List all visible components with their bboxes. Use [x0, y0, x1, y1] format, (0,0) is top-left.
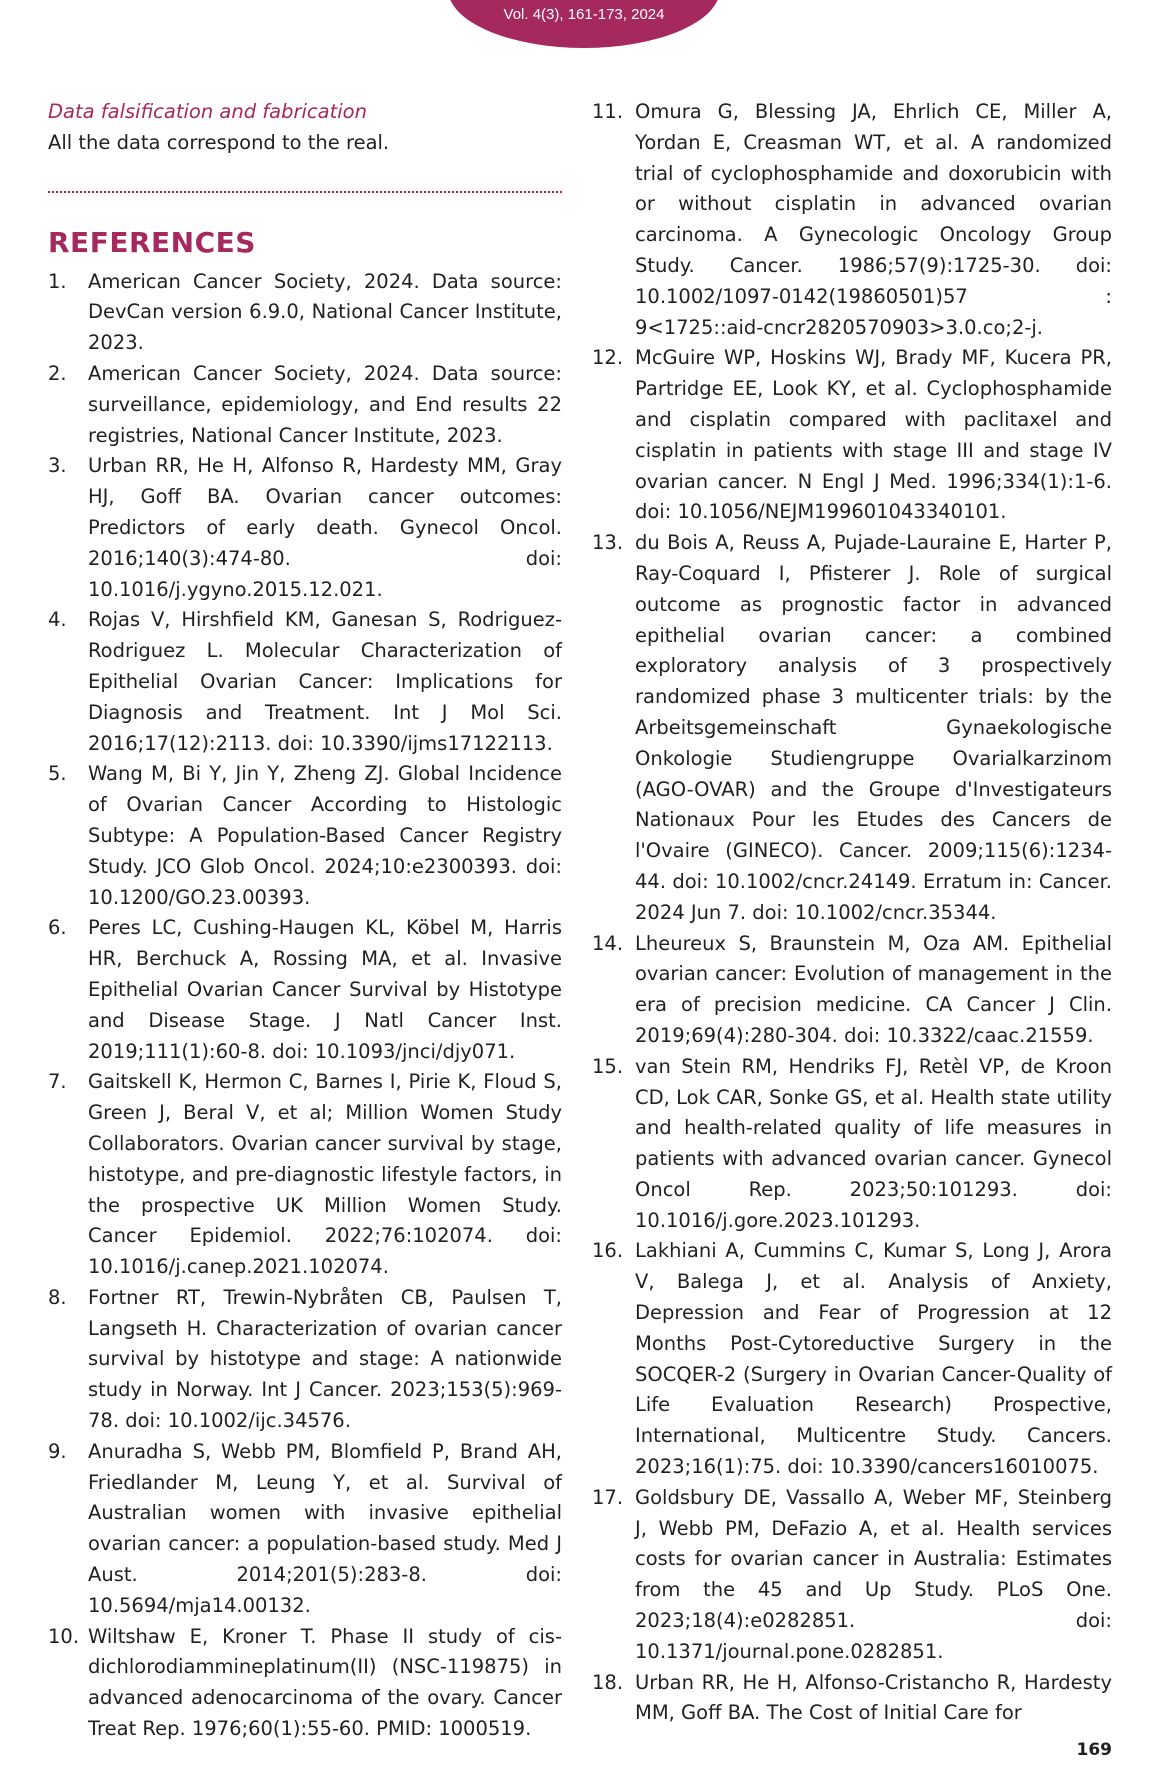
reference-text: Rojas V, Hirshfield KM, Ganesan S, Rodriguez-Rodriguez L. Molecular Characterization of Epithelial Ovarian Cancer: Implications for Diagnosis and Treatment. Int J Mol Sci. 2016;17(12):2113. doi: 10.3390/ijms17122113. [88, 608, 562, 755]
reference-number: 9. [48, 1439, 67, 1463]
reference-text: Wang M, Bi Y, Jin Y, Zheng ZJ. Global Incidence of Ovarian Cancer According to Histologic Subtype: A Population-Based Cancer Registry Study. JCO Glob Oncol. 2024;10:e2300393. doi: 10.1200/GO.23.00393. [88, 762, 562, 909]
reference-number: 10. [48, 1624, 80, 1648]
reference-text: Peres LC, Cushing-Haugen KL, Köbel M, Harris HR, Berchuck A, Rossing MA, et al. Invasive Epithelial Ovarian Cancer Survival by Histotype and Disease Stage. J Natl Cancer Inst. 2019;111(1):60-8. doi: 10.1093/jnci/djy071. [88, 916, 562, 1063]
reference-number: 12. [592, 346, 624, 370]
page-number: 169 [1076, 1740, 1112, 1760]
reference-number: 14. [592, 931, 624, 955]
reference-item [48, 267, 562, 359]
reference-number: 17. [592, 1485, 624, 1509]
reference-item [592, 1236, 1112, 1482]
reference-item [48, 1067, 562, 1283]
left-column [48, 97, 562, 1745]
reference-number: 7. [48, 1070, 67, 1094]
reference-number: 8. [48, 1285, 67, 1309]
reference-item [48, 913, 562, 1067]
reference-item [592, 1052, 1112, 1237]
reference-item [48, 359, 562, 451]
references-heading: REFERENCES [48, 225, 256, 259]
reference-item [48, 451, 562, 605]
reference-number: 5. [48, 762, 67, 786]
reference-text: Lheureux S, Braunstein M, Oza AM. Epithelial ovarian cancer: Evolution of management in the era of precision medicine. CA Cancer J Clin. 2019;69(4):280-304. doi: 10.3322/caac.21559. [635, 931, 1112, 1047]
reference-text: Fortner RT, Trewin-Nybråten CB, Paulsen T, Langseth H. Characterization of ovarian cancer survival by histotype and stage: A nationwide study in Norway. Int J Cancer. 2023;153(5):969-78. doi: 10.1002/ijc.34576. [88, 1285, 562, 1433]
dotted-divider [48, 191, 562, 193]
reference-item [48, 605, 562, 759]
reference-number: 13. [592, 531, 624, 555]
reference-item [592, 528, 1112, 928]
reference-number: 16. [592, 1239, 624, 1263]
reference-item [592, 343, 1112, 528]
reference-text: Gaitskell K, Hermon C, Barnes I, Pirie K, Floud S, Green J, Beral V, et al; Million Women Study Collaborators. Ovarian cancer survival by stage, histotype, and pre-diagnostic lifestyle factors, in the prospective UK Million Women Study. Cancer Epidemiol. 2022;76:102074. doi: 10.1016/j.canep.2021.102074. [88, 1070, 562, 1279]
reference-number: 15. [592, 1054, 624, 1078]
reference-text: McGuire WP, Hoskins WJ, Brady MF, Kucera PR, Partridge EE, Look KY, et al. Cyclophosphamide and cisplatin compared with paclitaxel and cisplatin in patients with stage III and stage IV ovarian cancer. N Engl J Med. 1996;334(1):1-6. doi: 10.1056/NEJM199601043340101. [635, 346, 1112, 524]
reference-text: Omura G, Blessing JA, Ehrlich CE, Miller A, Yordan E, Creasman WT, et al. A randomized trial of cyclophosphamide and doxorubicin with or without cisplatin in advanced ovarian carcinoma. A Gynecologic Oncology Group Study. Cancer. 1986;57(9):1725-30. doi: 10.1002/1097-0142(19860501)57 : 9<1725::aid-cncr2820570903>3.0.co;2-j. [635, 100, 1112, 339]
reference-item [48, 1622, 562, 1745]
reference-item [592, 1483, 1112, 1668]
journal-issue-label: Vol. 4(3), 161-173, 2024 [503, 6, 665, 23]
reference-item [48, 1437, 562, 1622]
reference-item [48, 759, 562, 913]
section-text: All the data correspond to the real. [48, 130, 390, 154]
reference-number: 3. [48, 454, 67, 478]
reference-item [592, 97, 1112, 343]
reference-number: 2. [48, 361, 67, 385]
reference-item [592, 929, 1112, 1052]
reference-text: American Cancer Society, 2024. Data source: DevCan version 6.9.0, National Cancer Institute, 2023. [88, 269, 562, 355]
reference-text: Urban RR, He H, Alfonso R, Hardesty MM, Gray HJ, Goff BA. Ovarian cancer outcomes: Predictors of early death. Gynecol Oncol. 2016;140(3):474-80. doi: 10.1016/j.ygyno.2015.12.021. [88, 454, 562, 601]
right-column [592, 97, 1112, 1729]
reference-item [48, 1283, 562, 1437]
reference-number: 4. [48, 608, 67, 632]
reference-list-right [592, 97, 1112, 1729]
reference-number: 11. [592, 100, 624, 123]
reference-text: Lakhiani A, Cummins C, Kumar S, Long J, Arora V, Balega J, et al. Analysis of Anxiety, Depression and Fear of Progression at 12 Months Post-Cytoreductive Surgery in the SOCQER-2 (Surgery in Ovarian Cancer-Quality of Life Evaluation Research) Prospective, International, Multicentre Study. Cancers. 2023;16(1):75. doi: 10.3390/cancers16010075. [635, 1239, 1112, 1479]
reference-text: Wiltshaw E, Kroner T. Phase II study of cis-dichlorodiammineplatinum(II) (NSC-119875) in advanced adenocarcinoma of the ovary. Cancer Treat Rep. 1976;60(1):55-60. PMID: 1000519. [88, 1624, 562, 1741]
section-title: Data falsification and fabrication [48, 100, 367, 123]
reference-number: 18. [592, 1670, 624, 1694]
reference-text: Anuradha S, Webb PM, Blomfield P, Brand AH, Friedlander M, Leung Y, et al. Survival of Australian women with invasive epithelial ovarian cancer: a population-based study. Med J Aust. 2014;201(5):283-8. doi: 10.5694/mja14.00132. [88, 1439, 562, 1617]
reference-item [592, 1668, 1112, 1730]
reference-text: Goldsbury DE, Vassallo A, Weber MF, Steinberg J, Webb PM, DeFazio A, et al. Health services costs for ovarian cancer in Australia: Estimates from the 45 and Up Study. PLoS One. 2023;18(4):e0282851. doi: 10.1371/journal.pone.0282851. [635, 1485, 1112, 1663]
reference-list-left [48, 267, 562, 1745]
reference-number: 6. [48, 916, 67, 940]
reference-number: 1. [48, 269, 67, 293]
reference-text: American Cancer Society, 2024. Data source: surveillance, epidemiology, and End results 22 registries, National Cancer Institute, 2023. [88, 361, 562, 447]
reference-text: van Stein RM, Hendriks FJ, Retèl VP, de Kroon CD, Lok CAR, Sonke GS, et al. Health state utility and health-related quality of life measures in patients with advanced ovarian cancer. Gynecol Oncol Rep. 2023;50:101293. doi: 10.1016/j.gore.2023.101293. [635, 1054, 1112, 1232]
reference-text: du Bois A, Reuss A, Pujade-Lauraine E, Harter P, Ray-Coquard I, Pfisterer J. Role of surgical outcome as prognostic factor in advanced epithelial ovarian cancer: a combined exploratory analysis of 3 prospectively randomized phase 3 multicenter trials: by the Arbeitsgemeinschaft Gynaekologische Onkologie Studiengruppe Ovarialkarzinom (AGO-OVAR) and the Groupe d'Investigateurs Nationaux Pour les Etudes des Cancers de l'Ovaire (GINECO). Cancer. 2009;115(6):1234-44. doi: 10.1002/cncr.24149. Erratum in: Cancer. 2024 Jun 7. doi: 10.1002/cncr.35344. [635, 531, 1112, 924]
reference-text: Urban RR, He H, Alfonso-Cristancho R, Hardesty MM, Goff BA. The Cost of Initial Care for [635, 1670, 1112, 1725]
